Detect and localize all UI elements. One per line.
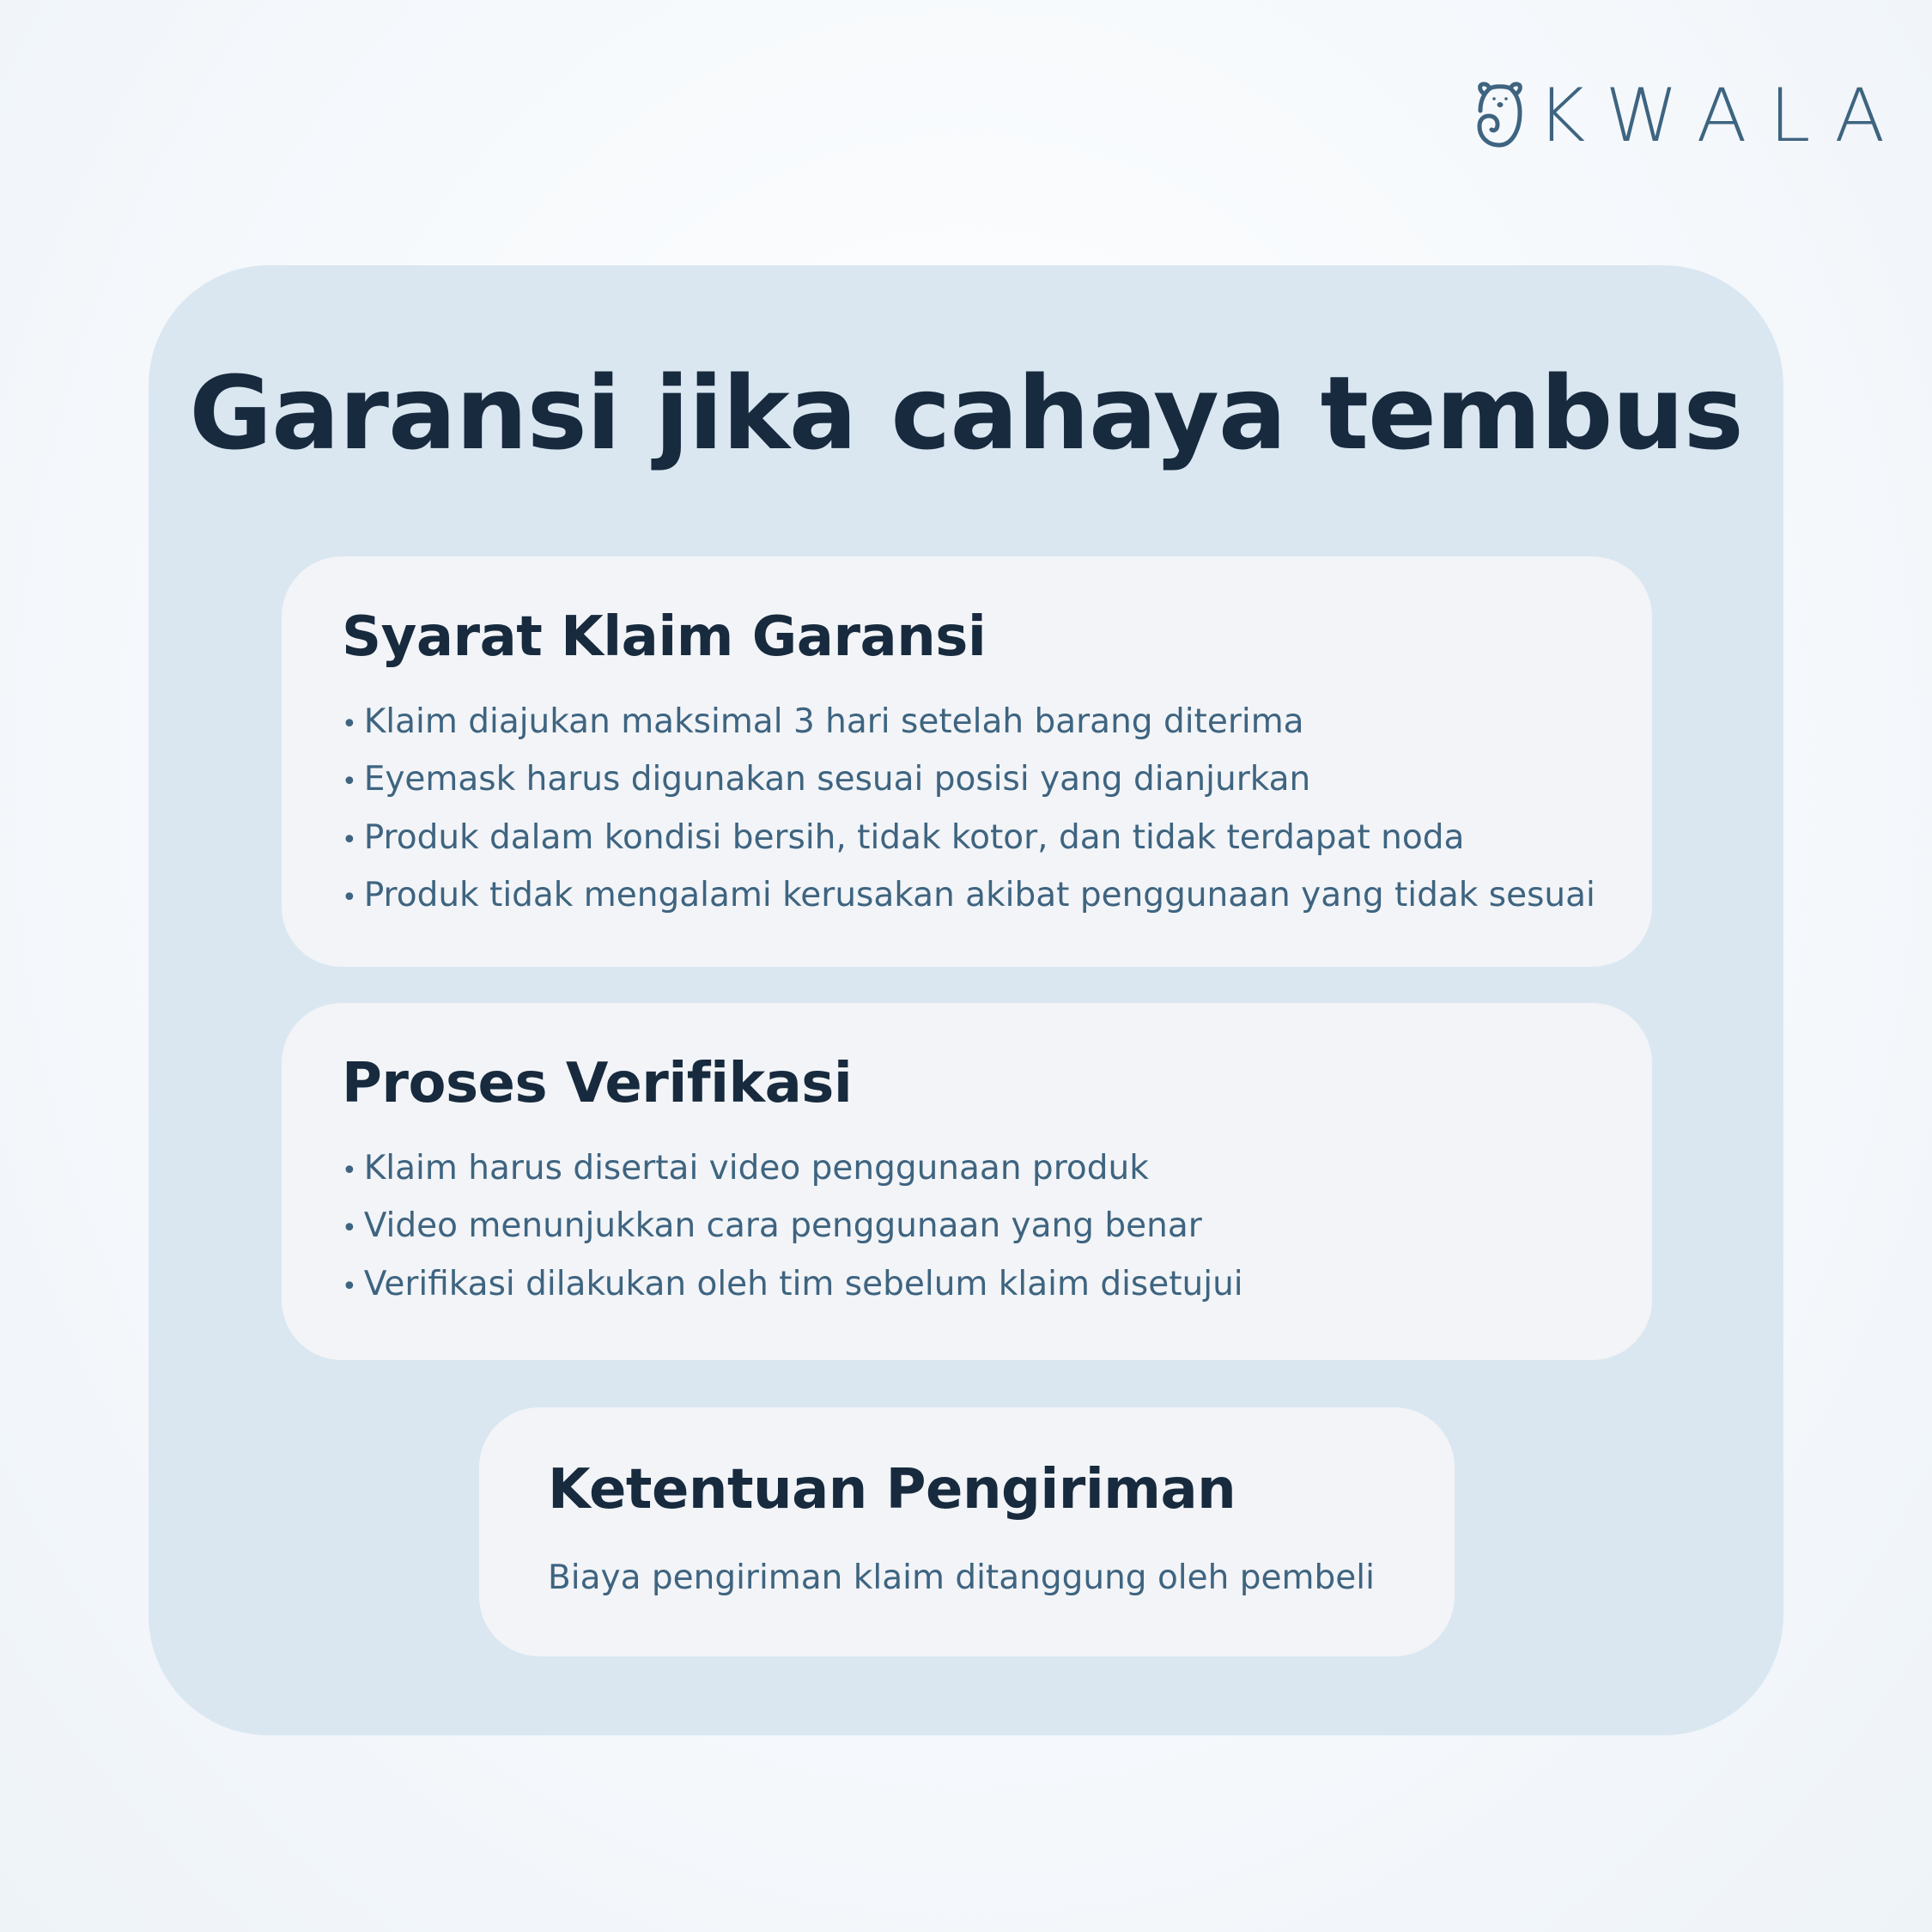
card-ketentuan-pengiriman (479, 1407, 1455, 1656)
list-item-text: Produk tidak mengalami kerusakan akibat penggunaan yang tidak sesuai (363, 876, 1595, 915)
list-item-text: Produk dalam kondisi bersih, tidak kotor, dan tidak terdapat noda (363, 817, 1465, 857)
bullet: • (342, 824, 357, 855)
card-syarat-klaim (282, 556, 1652, 967)
list-item (342, 752, 1652, 811)
list-item (342, 1141, 1652, 1200)
list-item (342, 1257, 1652, 1315)
list-item-text: Video menunjukkan cara penggunaan yang benar (363, 1206, 1202, 1246)
list-item-text: Klaim diajukan maksimal 3 hari setelah barang diterima (363, 702, 1304, 741)
card-title: Ketentuan Pengiriman (548, 1458, 1236, 1522)
list-item (342, 868, 1652, 927)
list-item-text: Verifikasi dilakukan oleh tim sebelum klaim disetujui (363, 1264, 1243, 1303)
bullet: • (342, 883, 357, 914)
requirement-list (342, 695, 1652, 927)
bullet: • (342, 1213, 357, 1244)
verification-list (342, 1141, 1652, 1315)
list-item-text: Klaim harus disertai video penggunaan produk (363, 1148, 1149, 1188)
brand-name: KWALA (1537, 73, 1908, 159)
list-item (342, 695, 1652, 753)
card-title: Proses Verifikasi (342, 1052, 853, 1115)
card-proses-verifikasi (282, 1003, 1652, 1360)
page-title: Garansi jika cahaya tembus (189, 354, 1743, 472)
bullet: • (342, 1155, 357, 1186)
card-title: Syarat Klaim Garansi (342, 605, 987, 669)
main-panel (149, 265, 1783, 1735)
bullet: • (342, 767, 357, 798)
list-item (342, 1199, 1652, 1257)
bullet: • (342, 708, 357, 739)
brand-logo (1475, 73, 1908, 159)
list-item-text: Eyemask harus digunakan sesuai posisi yang dianjurkan (363, 760, 1311, 799)
list-item (342, 811, 1652, 869)
bullet: • (342, 1271, 357, 1302)
koala-icon (1475, 82, 1525, 150)
card-description: Biaya pengiriman klaim ditanggung oleh pembeli (548, 1558, 1375, 1597)
